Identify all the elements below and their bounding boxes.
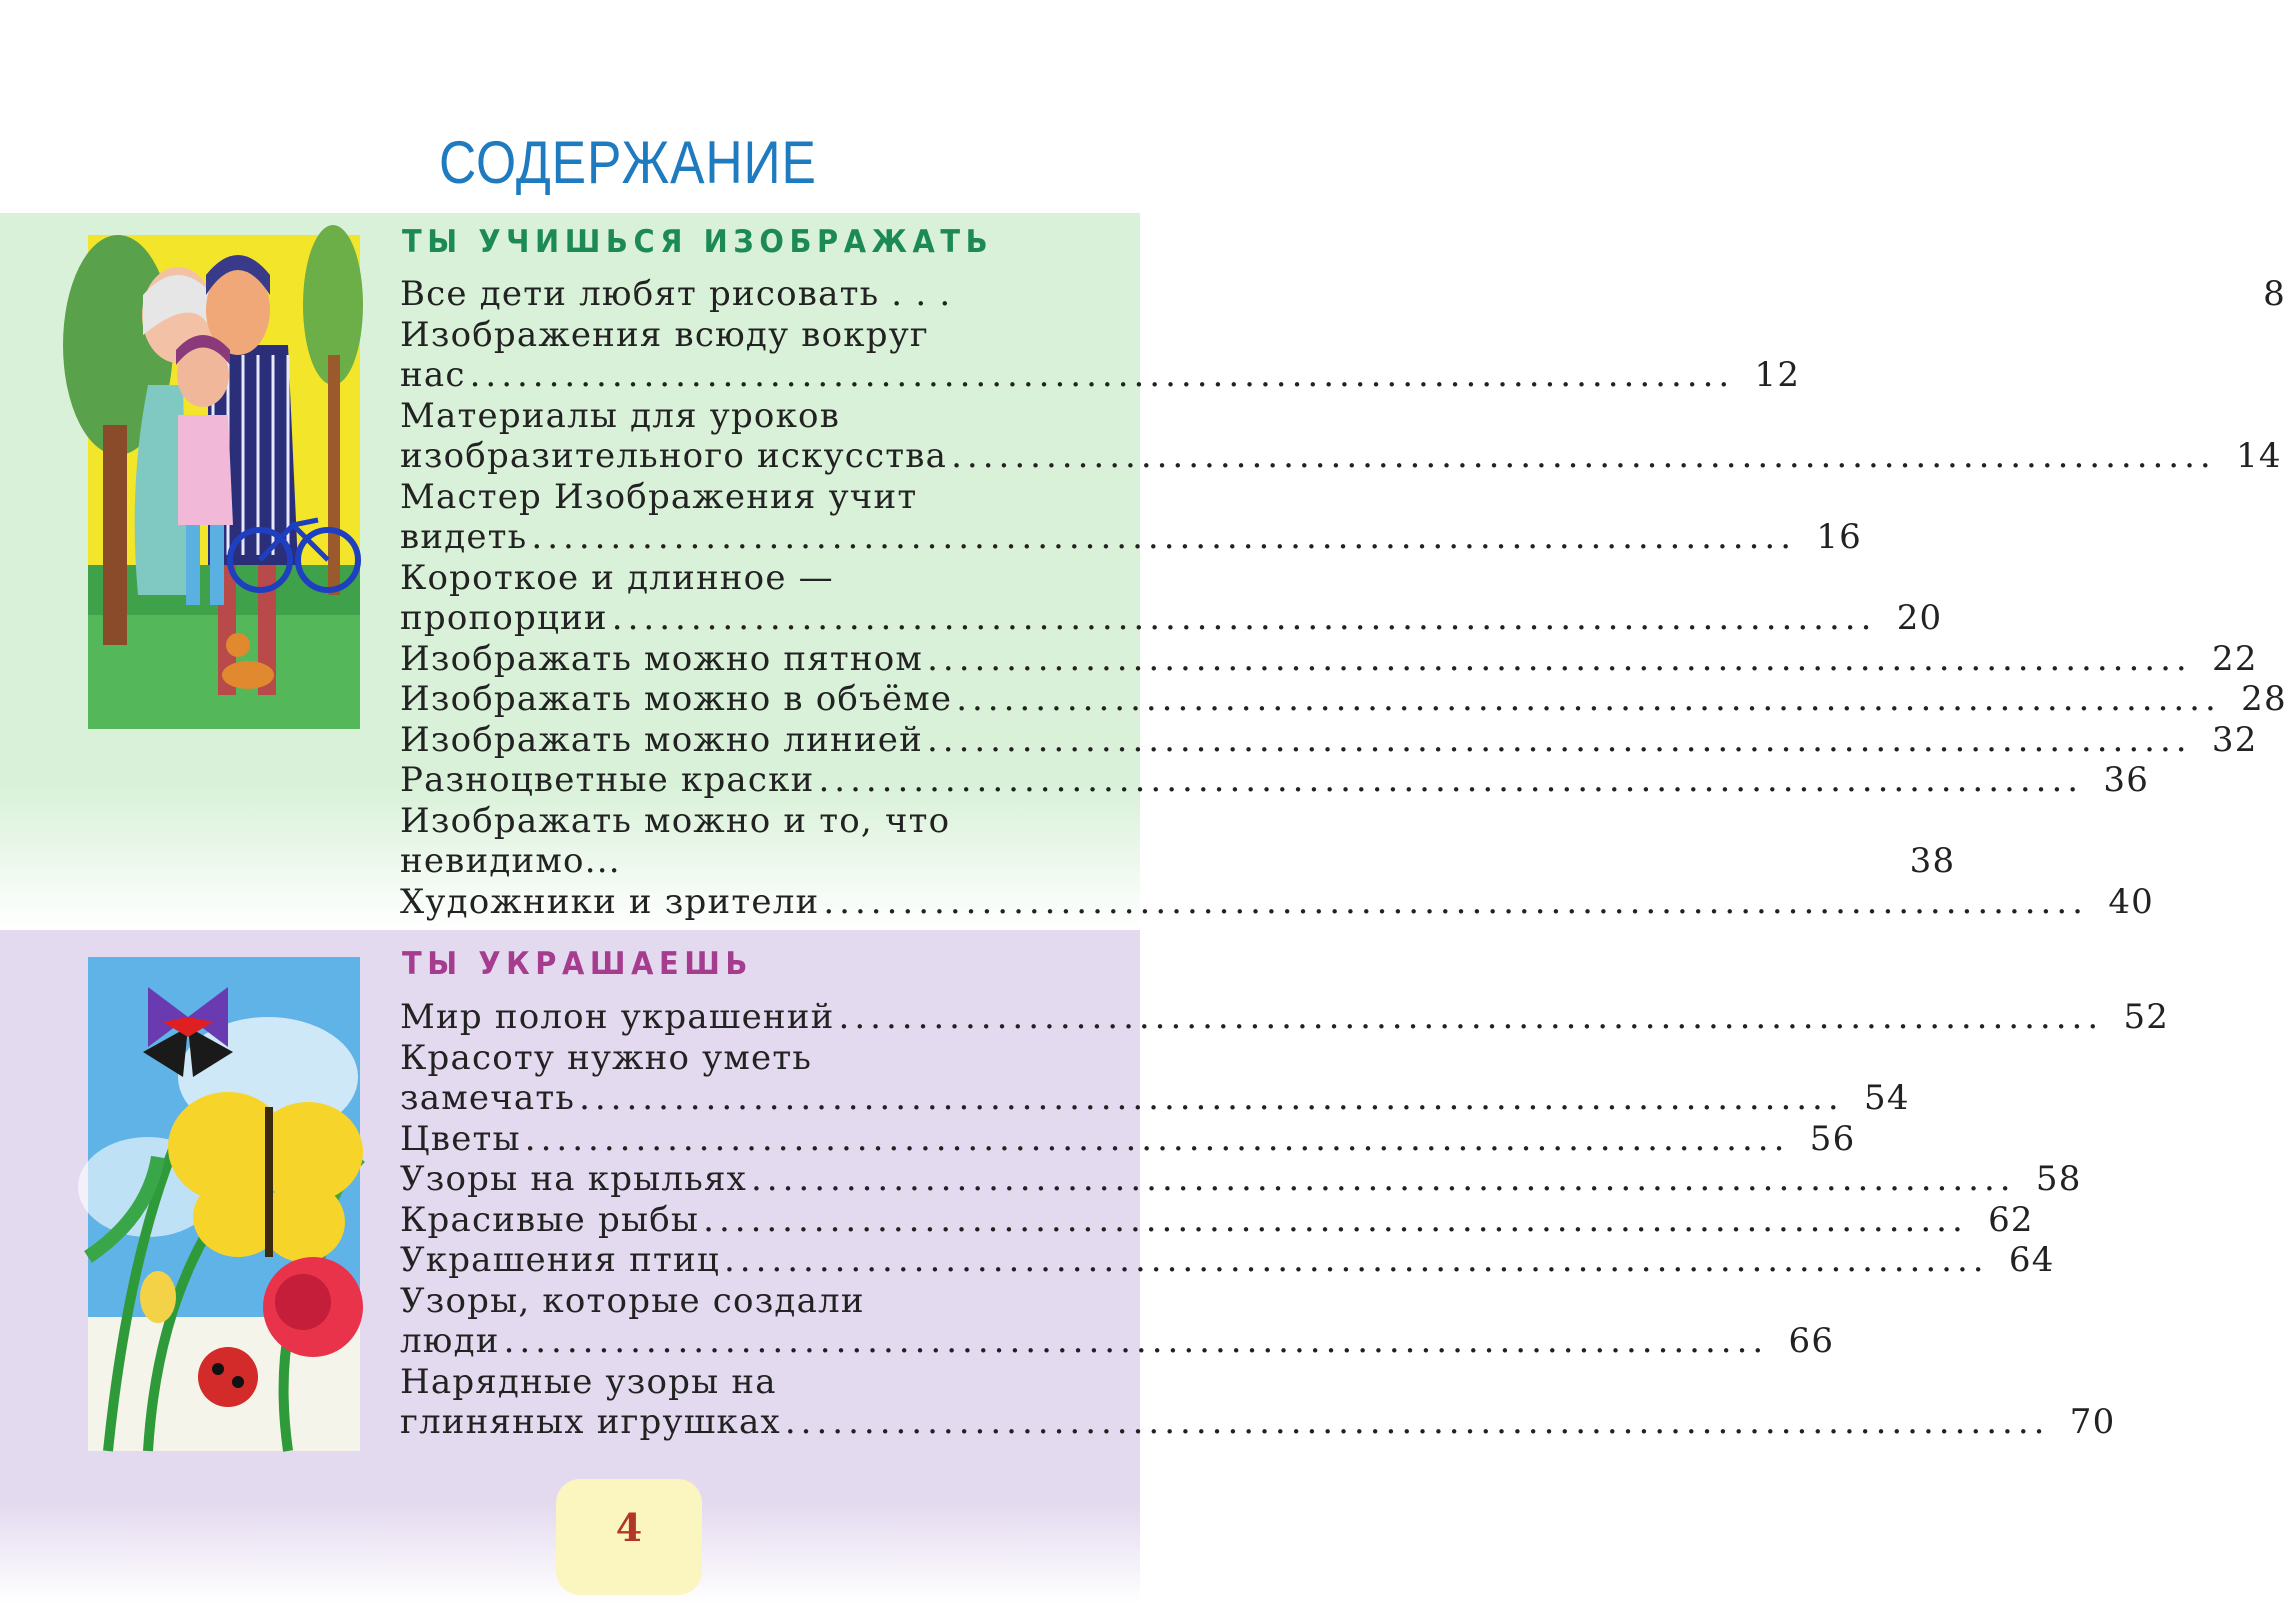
toc-page-number: 40 xyxy=(2108,881,2154,922)
toc-entry[interactable] xyxy=(400,557,1943,639)
toc-entry-title: Все дети любят рисовать . . . xyxy=(400,274,952,314)
toc-entry-title: пропорции xyxy=(400,598,608,638)
toc-page-number: 38 xyxy=(1909,841,1956,881)
page-number-badge xyxy=(556,1479,702,1595)
dot-leader: ................................................................................ xyxy=(823,881,2088,922)
toc-entry-title: Узоры на крыльях xyxy=(400,1159,747,1199)
toc-entry-title: Мир полон украшений xyxy=(400,997,835,1037)
toc-entry[interactable] xyxy=(400,881,2154,923)
toc-entry[interactable] xyxy=(400,1280,1835,1362)
dot-leader: ................................................................................ xyxy=(926,719,2192,760)
dot-leader: ................................................................................ xyxy=(469,355,1735,395)
dot-leader: ................................................................................ xyxy=(838,997,2104,1037)
toc-entry-title: Красоту нужно уметь xyxy=(400,1037,813,1078)
toc-entry[interactable] xyxy=(400,719,2258,761)
toc-entry-title: Изображать можно в объёме xyxy=(400,679,953,719)
toc-entry-title: Короткое и длинное — xyxy=(400,557,834,598)
page-number: 4 xyxy=(615,1504,643,1550)
section-heading-decorate: ТЫ УКРАШАЕШЬ xyxy=(402,946,753,982)
toc-entry-title: Украшения птиц xyxy=(400,1240,720,1280)
dot-leader: ................................................................................ xyxy=(723,1240,1989,1280)
toc-page-number: 32 xyxy=(2211,719,2258,760)
toc-page-number: 36 xyxy=(2103,760,2150,800)
toc-entry-title: Художники и зрители xyxy=(400,881,820,922)
dot-leader: ................................................................................ xyxy=(611,598,1877,638)
toc-entry-title: Цветы xyxy=(400,1118,521,1159)
toc-entry[interactable] xyxy=(400,395,2282,477)
toc-page-number: 52 xyxy=(2123,997,2170,1037)
toc-entry-title: Изображать можно линией xyxy=(400,719,923,760)
toc-entry-title: видеть xyxy=(400,517,528,557)
toc-page-number: 16 xyxy=(1816,517,1862,557)
toc-page-number: 8 xyxy=(2263,274,2286,314)
toc-entry[interactable] xyxy=(400,1361,2116,1443)
toc-page-number: 56 xyxy=(1809,1118,1856,1159)
toc-list-section-2 xyxy=(400,997,2170,1443)
toc-entry-title: изобразительного искусства xyxy=(400,436,948,476)
toc-entry-title: глиняных игрушках xyxy=(400,1402,781,1442)
toc-entry[interactable] xyxy=(400,1159,2082,1200)
toc-list-section-1 xyxy=(400,274,2287,922)
toc-entry-title: нас xyxy=(400,355,466,395)
toc-entry-title: Узоры, которые создали xyxy=(400,1280,865,1321)
toc-entry-title: невидимо... xyxy=(400,841,621,881)
toc-entry[interactable] xyxy=(400,679,2287,720)
dot-leader: ................................................................................ xyxy=(818,760,2084,800)
butterflies-drawing-illustration xyxy=(88,957,360,1451)
toc-page-number: 12 xyxy=(1754,355,1801,395)
toc-page-number: 22 xyxy=(2212,638,2258,679)
toc-entry-title: замечать xyxy=(400,1078,576,1118)
dot-leader: ................................................................................ xyxy=(703,1199,1968,1240)
toc-entry[interactable] xyxy=(400,1240,2055,1281)
toc-page-number: 28 xyxy=(2241,679,2287,719)
toc-page-number: 70 xyxy=(2069,1402,2116,1442)
toc-entry[interactable] xyxy=(400,274,2286,315)
toc-entry-title: Материалы для уроков xyxy=(400,395,841,436)
dot-leader: ................................................................................ xyxy=(951,436,2216,476)
toc-page-number: 20 xyxy=(1896,598,1943,638)
dot-leader: ................................................................................ xyxy=(784,1402,2050,1442)
dot-leader: ................................................................................ xyxy=(524,1118,1790,1159)
toc-entry-title: Изображать можно и то, что xyxy=(400,800,951,841)
page-title: СОДЕРЖАНИЕ xyxy=(439,129,817,196)
toc-entry[interactable] xyxy=(400,1037,1910,1119)
toc-entry-title: Изображать можно пятном xyxy=(400,638,924,679)
toc-entry[interactable] xyxy=(400,476,1862,558)
toc-page-number: 62 xyxy=(1988,1199,2034,1240)
dot-leader: ................................................................................ xyxy=(579,1078,1844,1118)
section-heading-draw: ТЫ УЧИШЬСЯ ИЗОБРАЖАТЬ xyxy=(402,224,994,260)
toc-entry-title: Изображения всюду вокруг xyxy=(400,314,929,355)
toc-entry-title: Красивые рыбы xyxy=(400,1199,700,1240)
toc-entry-title: люди xyxy=(400,1321,500,1361)
toc-entry[interactable] xyxy=(400,314,1801,396)
toc-entry[interactable] xyxy=(400,638,2258,680)
dot-leader: ................................................................................ xyxy=(503,1321,1769,1361)
dot-leader: ................................................................................ xyxy=(531,517,1796,557)
toc-page-number: 14 xyxy=(2236,436,2282,476)
toc-entry[interactable] xyxy=(400,1199,2034,1241)
toc-entry[interactable] xyxy=(400,760,2150,801)
toc-entry-title: Мастер Изображения учит xyxy=(400,476,918,517)
dot-leader: ................................................................................ xyxy=(750,1159,2016,1199)
dot-leader: ................................................................................ xyxy=(927,638,2192,679)
toc-page-number: 58 xyxy=(2035,1159,2082,1199)
toc-entry[interactable] xyxy=(400,997,2170,1038)
toc-page-number: 66 xyxy=(1788,1321,1835,1361)
toc-page-number: 64 xyxy=(2008,1240,2055,1280)
toc-entry-title: Разноцветные краски xyxy=(400,760,815,800)
toc-entry[interactable] xyxy=(400,800,1956,882)
toc-page-number: 54 xyxy=(1864,1078,1910,1118)
toc-entry[interactable] xyxy=(400,1118,1856,1160)
dot-leader: ................................................................................ xyxy=(956,679,2221,719)
family-drawing-illustration xyxy=(88,235,360,729)
toc-entry-title: Нарядные узоры на xyxy=(400,1361,777,1402)
